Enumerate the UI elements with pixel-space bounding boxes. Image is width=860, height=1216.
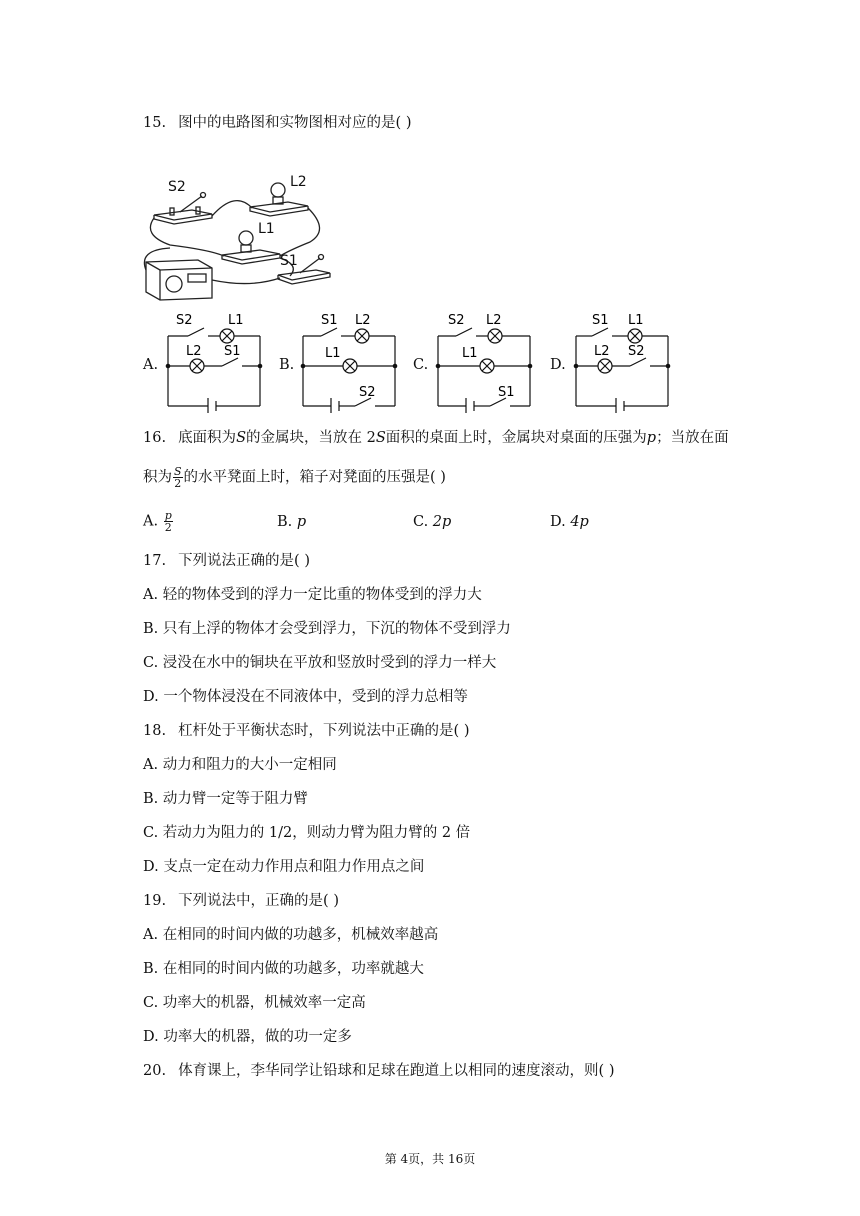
q18-option-c: C. 若动力为阻力的 1/2，则动力臂为阻力臂的 2 倍: [143, 825, 471, 841]
question-text: 体育课上，李华同学让铅球和足球在跑道上以相同的速度滚动，则( ): [178, 1063, 615, 1079]
page-footer: 第 4页，共 16页: [384, 1152, 476, 1166]
q17-option-b: B. 只有上浮的物体才会受到浮力，下沉的物体不受到浮力: [143, 621, 511, 637]
fraction-p-over-2: [164, 510, 173, 533]
question-number: 16.: [143, 430, 167, 446]
question-text: 图中的电路图和实物图相对应的是( ): [178, 115, 412, 131]
q18-option-b: B. 动力臂一定等于阻力臂: [143, 791, 308, 807]
q18-option-a: A. 动力和阻力的大小一定相同: [143, 757, 337, 773]
label-mid: L1: [325, 346, 341, 361]
text-segment: 的金属块，当放在 2: [246, 430, 376, 446]
label-top-left: S2: [176, 313, 193, 328]
option-text: p: [296, 514, 307, 530]
question-text: 下列说法中，正确的是( ): [178, 893, 339, 909]
q17-option-c: C. 浸没在水中的铜块在平放和竖放时受到的浮力一样大: [143, 655, 497, 671]
fraction-numerator: p: [164, 509, 172, 522]
label-top-left: S1: [321, 313, 338, 328]
question-18: [143, 721, 469, 741]
q15-option-a-circuit: [160, 308, 270, 413]
photo-label-l2: L2: [290, 174, 307, 190]
variable-p: p: [646, 430, 657, 446]
variable-s: S: [375, 430, 386, 446]
question-number: 18.: [143, 723, 167, 739]
question-text: 杠杆处于平衡状态时，下列说法中正确的是( ): [178, 723, 470, 739]
label-mid-right: S2: [628, 344, 645, 359]
label-top-right: L1: [628, 313, 644, 328]
text-segment: ；当放在面: [656, 430, 729, 446]
text-segment: 的水平凳面上时，箱子对凳面的压强是( ): [183, 469, 446, 486]
question-15: [143, 113, 411, 133]
fraction-denominator: 2: [174, 477, 182, 490]
label-mid-left: L2: [186, 344, 202, 359]
fraction-numerator: S: [174, 465, 182, 478]
question-number: 17.: [143, 553, 167, 569]
q16-option-b: [277, 512, 306, 532]
question-16-line-1: [143, 428, 729, 448]
option-text: 2p: [432, 514, 452, 530]
q19-option-b: B. 在相同的时间内做的功越多，功率就越大: [143, 961, 424, 977]
question-number: 19.: [143, 893, 167, 909]
q17-option-a: A. 轻的物体受到的浮力一定比重的物体受到的浮力大: [143, 587, 482, 603]
label-top-right: L2: [486, 313, 502, 328]
label-bottom: S1: [498, 385, 515, 400]
question-number: 15.: [143, 115, 167, 131]
question-17: [143, 551, 310, 571]
text-segment: 底面积为: [178, 430, 237, 446]
q16-option-c: [413, 512, 451, 532]
fraction-s-over-2: [173, 466, 183, 489]
option-letter: B.: [277, 514, 293, 530]
q15-option-d-circuit: [568, 308, 678, 413]
photo-label-l1: L1: [258, 221, 275, 237]
photo-label-s1: S1: [280, 253, 298, 269]
label-top-left: S1: [592, 313, 609, 328]
q16-option-d: [550, 512, 589, 532]
q15-option-d-letter: D.: [550, 357, 566, 373]
q16-option-a: [143, 510, 174, 533]
label-bottom: S2: [359, 385, 376, 400]
q15-option-b-circuit: [295, 308, 405, 413]
question-text: 下列说法正确的是( ): [178, 553, 310, 569]
question-16-line-2: [143, 466, 446, 489]
fraction-denominator: 2: [164, 521, 172, 534]
label-mid-left: L2: [594, 344, 610, 359]
question-20: [143, 1061, 614, 1081]
label-top-left: S2: [448, 313, 465, 328]
q17-option-d: D. 一个物体浸没在不同液体中，受到的浮力总相等: [143, 689, 468, 705]
text-segment: 面积的桌面上时，金属块对桌面的压强为: [385, 430, 647, 446]
q15-option-b-letter: B.: [279, 357, 295, 373]
question-19: [143, 891, 339, 911]
label-top-right: L2: [355, 313, 371, 328]
q15-option-c-letter: C.: [413, 357, 429, 373]
q19-option-a: A. 在相同的时间内做的功越多，机械效率越高: [143, 927, 439, 943]
q19-option-d: D. 功率大的机器，做的功一定多: [143, 1029, 352, 1045]
option-letter: C.: [413, 514, 429, 530]
label-mid-right: S1: [224, 344, 241, 359]
text-segment: 积为: [143, 469, 172, 486]
q18-option-d: D. 支点一定在动力作用点和阻力作用点之间: [143, 859, 425, 875]
q19-option-c: C. 功率大的机器，机械效率一定高: [143, 995, 366, 1011]
option-letter: D.: [550, 514, 566, 530]
label-top-right: L1: [228, 313, 244, 328]
label-mid: L1: [462, 346, 478, 361]
question-number: 20.: [143, 1063, 167, 1079]
option-letter: A.: [143, 513, 159, 530]
q15-option-a-letter: A.: [143, 357, 159, 373]
option-text: 4p: [570, 514, 589, 530]
variable-s: S: [236, 430, 246, 446]
q15-option-c-circuit: [430, 308, 540, 413]
physical-circuit-photo: [140, 170, 335, 305]
photo-label-s2: S2: [168, 179, 186, 195]
